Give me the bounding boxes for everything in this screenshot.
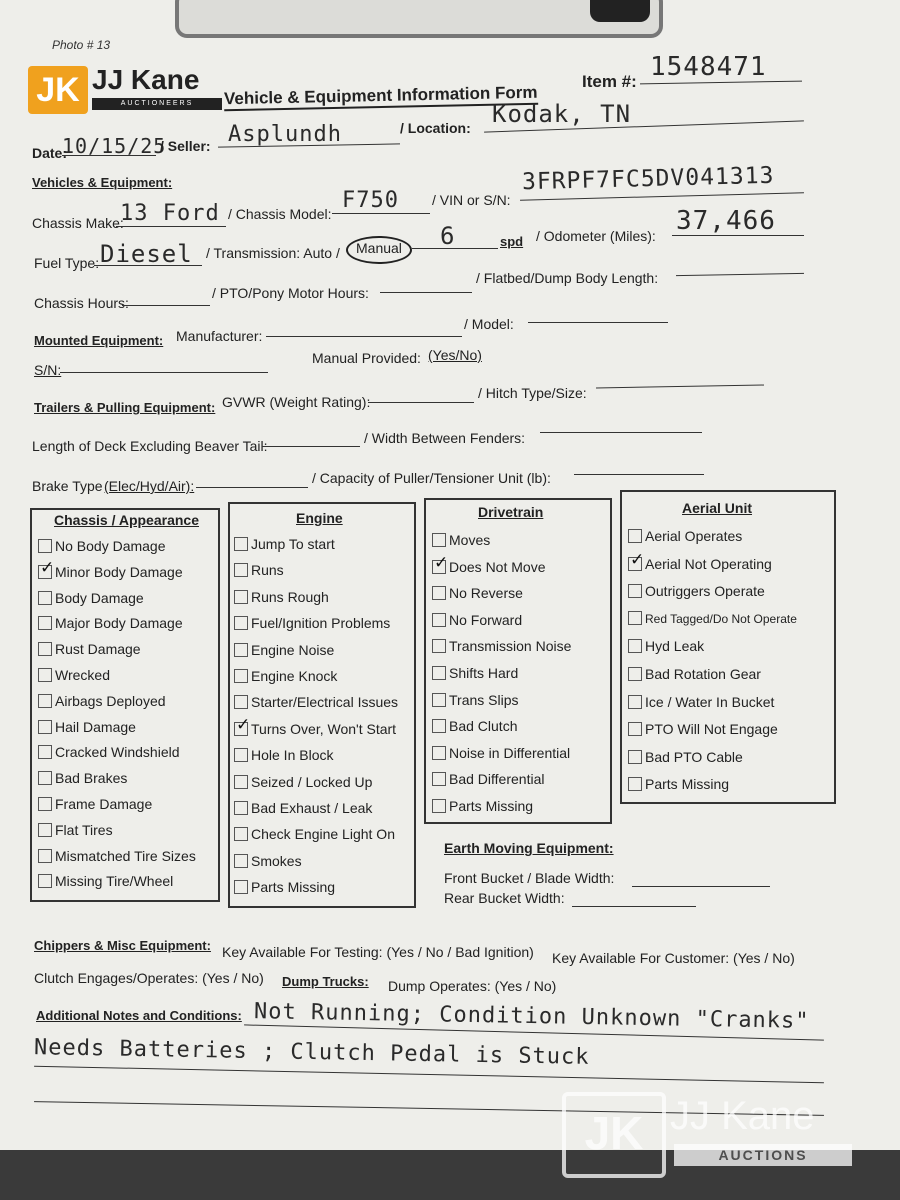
checkbox-row[interactable]	[628, 638, 704, 654]
checkbox[interactable]	[628, 611, 642, 625]
key-testing: Key Available For Testing: (Yes / No / Bad Ignition)	[222, 944, 534, 960]
chassis-make-line	[116, 226, 226, 227]
date-value: 10/15/25	[62, 134, 167, 158]
checkbox[interactable]	[234, 537, 248, 551]
checkbox[interactable]	[38, 694, 52, 708]
vehicles-heading: Vehicles & Equipment:	[32, 175, 173, 190]
watermark-name: JJ Kane	[670, 1094, 815, 1138]
date-label: Date:	[32, 145, 68, 161]
checkbox-row[interactable]	[38, 557, 183, 580]
checkbox-row[interactable]	[38, 667, 110, 683]
checkbox-label: Minor Body Damage	[55, 563, 183, 580]
checkbox-row[interactable]	[38, 538, 166, 554]
checkbox[interactable]	[432, 693, 446, 707]
logo-sub: AUCTIONEERS	[92, 98, 222, 110]
checkbox-row[interactable]	[432, 665, 518, 681]
checkbox[interactable]	[234, 695, 248, 709]
pto-hours-label: / PTO/Pony Motor Hours:	[212, 285, 369, 301]
checkbox-row[interactable]	[38, 590, 144, 606]
checkbox-row[interactable]	[432, 798, 533, 814]
checkbox-row[interactable]	[432, 552, 546, 575]
notes-line-1: Not Running; Condition Unknown "Cranks"	[253, 999, 810, 1034]
checkbox[interactable]	[38, 616, 52, 630]
checkbox-label: No Forward	[449, 611, 523, 628]
checkbox-label: Wrecked	[55, 667, 110, 683]
manufacturer-line	[266, 336, 462, 337]
item-number-value: 1548471	[650, 52, 767, 82]
checkbox-label: Hole In Block	[251, 747, 334, 764]
key-customer: Key Available For Customer: (Yes / No)	[552, 950, 795, 966]
checkbox-label: Cracked Windshield	[55, 744, 180, 761]
checkbox-label: Bad Exhaust / Leak	[251, 800, 373, 816]
checkbox-label: Rust Damage	[55, 641, 141, 658]
checkbox[interactable]	[628, 667, 642, 681]
checkbox-row[interactable]	[628, 611, 797, 626]
checkbox[interactable]	[432, 666, 446, 680]
fuel-label: Fuel Type:	[34, 255, 100, 271]
sn-line	[60, 372, 268, 373]
checkbox-label: Does Not Move	[449, 558, 546, 575]
checkbox[interactable]	[234, 714, 251, 736]
deck-length-line	[262, 446, 360, 447]
checkbox-label: Fuel/Ignition Problems	[251, 615, 391, 632]
notes-label: Additional Notes and Conditions:	[36, 1008, 242, 1023]
chassis-hours-label: Chassis Hours:	[34, 295, 129, 311]
checkbox-row[interactable]	[234, 747, 333, 763]
checkbox[interactable]	[628, 529, 642, 543]
checkbox-row[interactable]	[628, 776, 729, 792]
checkbox-row[interactable]	[628, 749, 743, 765]
dump-operates: Dump Operates: (Yes / No)	[388, 978, 557, 994]
checkbox-row[interactable]	[234, 642, 334, 658]
checkbox-label: Smokes	[251, 852, 302, 869]
checkbox-row[interactable]	[38, 744, 180, 760]
checkbox[interactable]	[234, 643, 248, 657]
checkbox[interactable]	[432, 772, 446, 786]
checkbox-row[interactable]	[628, 528, 742, 544]
checkbox-row[interactable]	[38, 641, 141, 657]
transmission-manual: Manual	[356, 240, 402, 256]
location-label: / Location:	[400, 120, 471, 136]
front-bucket-label: Front Bucket / Blade Width:	[444, 870, 615, 886]
logo-mark: JK	[28, 66, 88, 114]
checkbox-row[interactable]	[628, 694, 774, 710]
speed-line	[412, 248, 498, 249]
checkbox[interactable]	[234, 880, 248, 894]
checkbox-row[interactable]	[432, 718, 517, 734]
checkbox-row[interactable]	[234, 615, 390, 631]
checkbox-label: Moves	[449, 532, 491, 548]
checkbox-row[interactable]	[234, 879, 335, 895]
checkbox[interactable]	[628, 584, 642, 598]
manufacturer-label: Manufacturer:	[176, 328, 263, 344]
checkbox-row[interactable]	[234, 694, 398, 710]
logo-name: JJ Kane	[92, 64, 200, 95]
seller-value: Asplundh	[228, 122, 342, 147]
odometer-value: 37,466	[676, 206, 776, 236]
checkbox[interactable]	[628, 777, 642, 791]
checkbox[interactable]	[628, 695, 642, 709]
checkbox[interactable]	[234, 563, 248, 577]
flatbed-line	[676, 273, 804, 276]
front-bucket-line	[632, 886, 770, 887]
checkbox[interactable]	[234, 854, 248, 868]
checkbox[interactable]	[38, 849, 52, 863]
rear-bucket-line	[572, 906, 696, 907]
photo-number: Photo # 13	[52, 38, 111, 52]
checkbox-label: Check Engine Light On	[251, 826, 395, 843]
item-label: Item #:	[582, 72, 637, 91]
checkbox-label: Mismatched Tire Sizes	[55, 847, 196, 864]
jjkane-watermark	[562, 1092, 872, 1172]
checkbox-label: PTO Will Not Engage	[645, 721, 778, 738]
checkbox-row[interactable]	[432, 745, 570, 761]
gvwr-line	[368, 402, 474, 403]
checkbox[interactable]	[234, 801, 248, 815]
check-mark-icon: ✓	[236, 714, 251, 734]
checkbox-label: Airbags Deployed	[55, 692, 166, 709]
chippers-heading: Chippers & Misc Equipment:	[34, 938, 211, 953]
checkbox-label: Frame Damage	[55, 796, 153, 812]
watermark-sub: AUCTIONS	[674, 1144, 852, 1166]
transmission-label: / Transmission: Auto /	[206, 245, 340, 261]
checkbox[interactable]	[432, 533, 446, 547]
checkbox-label: Shifts Hard	[449, 665, 519, 681]
checkbox[interactable]	[432, 639, 446, 653]
hitch-line	[596, 385, 764, 389]
vin-value: 3FRPF7FC5DV041313	[521, 162, 775, 196]
earth-moving-heading: Earth Moving Equipment:	[444, 840, 614, 856]
checkbox-label: Bad Rotation Gear	[645, 666, 761, 682]
seller-label: / Seller:	[160, 138, 211, 154]
trailers-heading: Trailers & Pulling Equipment:	[34, 400, 216, 415]
checkbox-label: Parts Missing	[645, 776, 730, 793]
checkbox-label: Parts Missing	[449, 798, 534, 814]
fenders-line	[540, 432, 702, 433]
checkbox[interactable]	[38, 539, 52, 553]
checkbox-label: Turns Over, Won't Start	[251, 720, 397, 737]
date-line	[62, 155, 156, 156]
checkbox-row[interactable]	[38, 873, 173, 889]
watermark-mark: JK	[562, 1092, 666, 1178]
checkbox[interactable]	[432, 799, 446, 813]
check-mark-icon: ✓	[434, 552, 449, 572]
checkbox[interactable]	[38, 557, 55, 579]
checkbox-label: Seized / Locked Up	[251, 773, 373, 790]
checkbox-row[interactable]	[38, 770, 127, 786]
checkbox-row[interactable]	[234, 714, 397, 737]
checkbox-label: Major Body Damage	[55, 615, 183, 632]
checkbox[interactable]	[38, 771, 52, 785]
check-mark-icon: ✓	[40, 557, 55, 577]
location-value: Kodak, TN	[492, 100, 632, 128]
checkbox-row[interactable]	[432, 532, 490, 548]
checkbox-label: Noise in Differential	[449, 744, 571, 761]
manual-provided-label: Manual Provided:	[312, 350, 421, 366]
check-mark-icon: ✓	[630, 549, 645, 569]
pto-hours-line	[380, 292, 472, 293]
checkbox[interactable]	[38, 874, 52, 888]
model-label: / Model:	[464, 316, 514, 332]
checkbox[interactable]	[234, 775, 248, 789]
checkbox[interactable]	[432, 719, 446, 733]
speed-label: spd	[500, 234, 524, 249]
checkbox-label: Bad Clutch	[449, 718, 518, 735]
checkbox-row[interactable]	[432, 771, 544, 787]
drivetrain-box-title: Drivetrain	[478, 504, 544, 520]
checkbox-row[interactable]	[628, 549, 772, 572]
checkbox-label: Engine Noise	[251, 641, 335, 658]
checkbox-row[interactable]	[234, 800, 372, 816]
checkbox[interactable]	[234, 748, 248, 762]
checkbox-label: Body Damage	[55, 589, 144, 606]
capacity-line	[574, 474, 704, 475]
checkbox-row[interactable]	[234, 826, 395, 842]
checkbox-row[interactable]	[628, 721, 778, 737]
notes-rule-2	[34, 1066, 824, 1084]
checkbox-row[interactable]	[38, 796, 152, 812]
hitch-label: / Hitch Type/Size:	[478, 385, 587, 401]
checkbox[interactable]	[432, 552, 449, 574]
checkbox-row[interactable]	[628, 666, 761, 682]
checkbox-label: Parts Missing	[251, 879, 336, 896]
checkbox-row[interactable]	[432, 692, 519, 708]
jjkane-logo	[28, 64, 218, 124]
checkbox-row[interactable]	[38, 693, 166, 709]
model-line	[528, 322, 668, 323]
checkbox-label: Flat Tires	[55, 821, 113, 838]
brake-options: (Elec/Hyd/Air):	[104, 478, 195, 494]
checkbox[interactable]	[38, 642, 52, 656]
chassis-box-title: Chassis / Appearance	[54, 512, 199, 528]
flatbed-label: / Flatbed/Dump Body Length:	[476, 270, 659, 286]
checkbox-label: Hail Damage	[55, 718, 136, 735]
checkbox-label: Missing Tire/Wheel	[55, 873, 174, 890]
form-title: Vehicle & Equipment Information Form	[224, 83, 538, 112]
checkbox[interactable]	[38, 668, 52, 682]
checkbox[interactable]	[234, 669, 248, 683]
checkbox-label: Aerial Operates	[645, 528, 743, 544]
odometer-line	[672, 235, 804, 236]
checkbox-row[interactable]	[38, 719, 136, 735]
vin-label: / VIN or S/N:	[432, 192, 511, 208]
checkbox[interactable]	[432, 613, 446, 627]
checkbox-row[interactable]	[38, 822, 113, 838]
checkbox[interactable]	[38, 591, 52, 605]
checkbox-label: Starter/Electrical Issues	[251, 694, 399, 711]
checkbox-label: Hyd Leak	[645, 638, 705, 655]
checkbox-row[interactable]	[38, 848, 196, 864]
checkbox-label: No Body Damage	[55, 538, 166, 554]
checkbox-row[interactable]	[432, 638, 571, 654]
checkbox-row[interactable]	[234, 774, 372, 790]
checkbox-row[interactable]	[38, 615, 183, 631]
checkbox-label: Ice / Water In Bucket	[645, 693, 775, 710]
sn-label: S/N:	[34, 362, 62, 378]
chassis-make-label: Chassis Make:	[32, 215, 124, 231]
aerial-box-title: Aerial Unit	[682, 500, 753, 516]
checkbox[interactable]	[628, 549, 645, 571]
checkbox-label: Aerial Not Operating	[645, 555, 772, 572]
checkbox-label: Bad PTO Cable	[645, 748, 743, 765]
checkbox-row[interactable]	[234, 589, 329, 605]
rear-bucket-label: Rear Bucket Width:	[444, 890, 565, 906]
checkbox-label: Bad Brakes	[55, 770, 128, 787]
checkbox-row[interactable]	[234, 536, 335, 552]
checkbox[interactable]	[628, 722, 642, 736]
odometer-label: / Odometer (Miles):	[536, 228, 656, 244]
chassis-model-label: / Chassis Model:	[228, 206, 332, 222]
checkbox[interactable]	[432, 746, 446, 760]
checkbox[interactable]	[234, 827, 248, 841]
checkbox-label: Transmission Noise	[449, 638, 572, 655]
capacity-label: / Capacity of Puller/Tensioner Unit (lb):	[312, 470, 551, 486]
checkbox-label: No Reverse	[449, 585, 523, 602]
checkbox-row[interactable]	[432, 585, 523, 601]
checkbox[interactable]	[38, 720, 52, 734]
checkbox[interactable]	[628, 750, 642, 764]
checkbox[interactable]	[38, 823, 52, 837]
checkbox-label: Bad Differential	[449, 771, 545, 788]
checkbox[interactable]	[38, 745, 52, 759]
checkbox[interactable]	[432, 586, 446, 600]
checkbox-label: Engine Knock	[251, 668, 338, 684]
checkbox[interactable]	[628, 639, 642, 653]
checkbox-label: Outriggers Operate	[645, 583, 765, 600]
checkbox-label: Trans Slips	[449, 691, 519, 708]
checkbox-label: Runs	[251, 562, 284, 579]
brake-label: Brake Type	[32, 478, 103, 494]
checkbox-label: Red Tagged/Do Not Operate	[645, 611, 797, 626]
checkbox[interactable]	[38, 797, 52, 811]
dump-trucks-heading: Dump Trucks:	[282, 974, 369, 989]
speed-value: 6	[440, 222, 456, 250]
fuel-line	[94, 265, 202, 266]
chassis-model-line	[332, 213, 430, 214]
checkbox-row[interactable]	[234, 668, 337, 684]
checkbox-row[interactable]	[234, 562, 284, 578]
clutch-engages: Clutch Engages/Operates: (Yes / No)	[34, 970, 264, 986]
checkbox-label: Jump To start	[251, 536, 335, 552]
checkbox-row[interactable]	[628, 583, 765, 599]
chassis-make-value: 13 Ford	[120, 201, 220, 226]
deck-length-label: Length of Deck Excluding Beaver Tail:	[32, 438, 268, 454]
fenders-label: / Width Between Fenders:	[364, 430, 526, 446]
brake-line	[196, 487, 308, 488]
fuel-value: Diesel	[100, 240, 193, 268]
gvwr-label: GVWR (Weight Rating):	[222, 394, 371, 410]
checkbox[interactable]	[234, 590, 248, 604]
chassis-model-value: F750	[342, 188, 399, 213]
checkbox-row[interactable]	[234, 853, 302, 869]
checkbox-label: Runs Rough	[251, 588, 329, 605]
checkbox-row[interactable]	[432, 612, 522, 628]
engine-box-title: Engine	[296, 510, 343, 526]
chassis-hours-line	[122, 305, 210, 306]
notes-line-2: Needs Batteries ; Clutch Pedal is Stuck	[33, 1035, 590, 1070]
checkbox[interactable]	[234, 616, 248, 630]
clipboard-knob	[590, 0, 650, 22]
mounted-heading: Mounted Equipment:	[34, 333, 164, 348]
manual-provided-options: (Yes/No)	[428, 347, 482, 363]
